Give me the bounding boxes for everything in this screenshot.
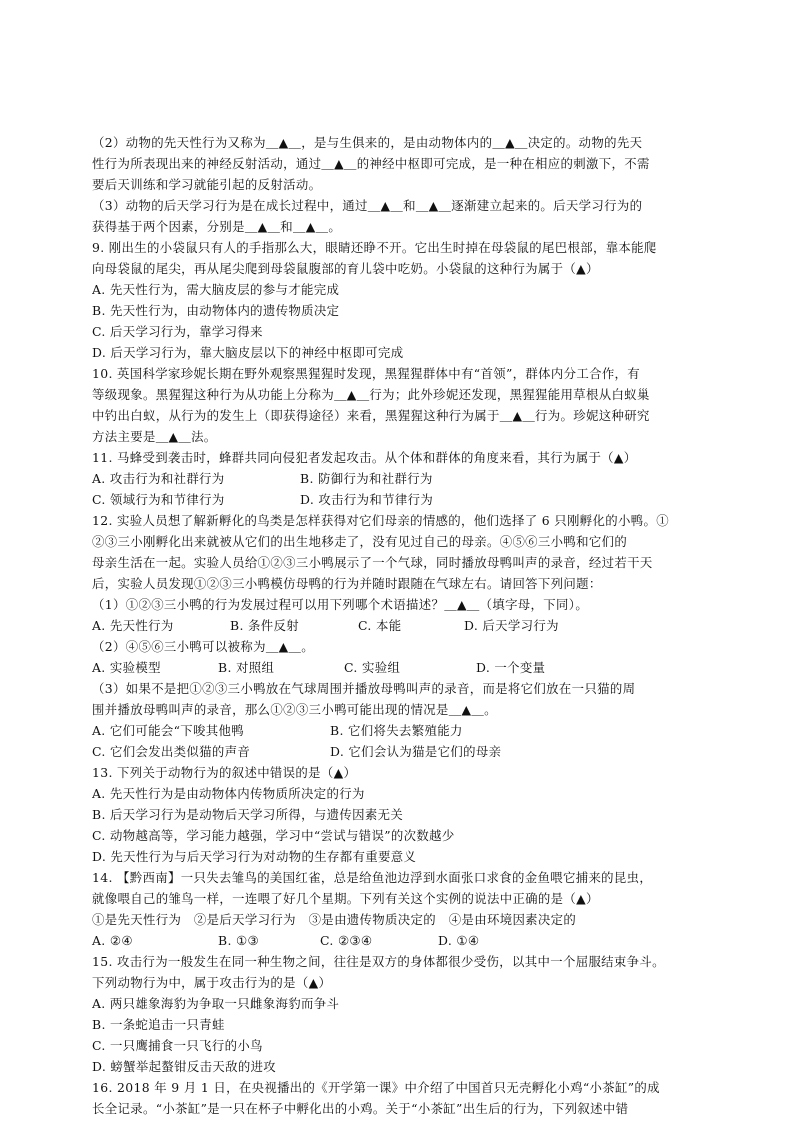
q15-stem-line1: 15. 攻击行为一般发生在同一种生物之间，往往是双方的身体都很少受伤，以其中一个屈服结束争斗。: [92, 954, 665, 969]
q10-line4: 方法主要是＿▲＿法。: [92, 429, 217, 444]
q12-3-option-a: A. 它们可能会“下唆其他鸭: [92, 723, 244, 738]
q14-option-d: D. ①④: [438, 933, 480, 948]
q14-option-c: C. ②③④: [320, 933, 373, 948]
q12-3-option-b: B. 它们将失去繁殖能力: [330, 723, 463, 738]
q14-option-a: A. ②④: [92, 933, 133, 948]
q8-3-line2: 获得基于两个因素，分别是＿▲＿和＿▲＿。: [92, 219, 342, 234]
q10-line3: 中钓出白蚁，从行为的发生上（即获得途径）来看，黑猩猩这种行为属于＿▲＿行为。珍妮这种研究: [92, 408, 650, 423]
q8-2-line1: （2）动物的先天性行为又称为＿▲＿，是与生俱来的，是由动物体内的＿▲＿决定的。动物的先天: [92, 135, 643, 150]
q9-option-a: A. 先天性行为，需大脑皮层的参与才能完成: [92, 282, 340, 297]
q9-stem-line2: 向母袋鼠的尾尖，再从尾尖爬到母袋鼠腹部的育儿袋中吃奶。小袋鼠的这种行为属于（▲）: [92, 261, 599, 276]
q12-3-option-c: C. 它们会发出类似猫的声音: [92, 744, 251, 759]
q11-option-c: C. 领域行为和节律行为: [92, 492, 225, 507]
q15-option-d: D. 螃蟹举起螯钳反击天敌的进攻: [92, 1059, 277, 1074]
q12-2-option-c: C. 实验组: [344, 660, 401, 675]
q13-option-d: D. 先天性行为与后天学习行为对动物的生存都有重要意义: [92, 849, 417, 864]
q15-option-c: C. 一只鹰捕食一只飞行的小鸟: [92, 1038, 263, 1053]
q12-stem-line4: 后，实验人员发现①②③三小鸭模仿母鸭的行为并随时跟随在气球左右。请回答下列问题：: [92, 576, 602, 591]
q16-stem-line1: 16. 2018 年 9 月 1 日，在央视播出的《开学第一课》中介绍了中国首只无壳孵化小鸡“小茶缸”的成: [92, 1080, 660, 1095]
q12-1-option-d: D. 后天学习行为: [464, 618, 559, 633]
q8-3-line1: （3）动物的后天学习行为是在成长过程中，通过＿▲＿和＿▲＿逐渐建立起来的。后天学习行为的: [92, 198, 643, 213]
q12-2-option-a: A. 实验模型: [92, 660, 161, 675]
q12-1-stem: （1）①②③三小鸭的行为发展过程可以用下列哪个术语描述？＿▲＿（填字母，下同）。: [92, 597, 589, 612]
q16-stem-line2: 长全记录。“小茶缸”是一只在杯子中孵化出的小鸡。关于“小茶缸”出生后的行为，下列叙述中错: [92, 1101, 629, 1116]
q8-2-line3: 要后天训练和学习就能引起的反射活动。: [92, 177, 322, 192]
q12-3-option-d: D. 它们会认为猫是它们的母亲: [330, 744, 502, 759]
q12-2-option-b: B. 对照组: [218, 660, 275, 675]
q12-2-stem: （2）④⑤⑥三小鸭可以被称为＿▲＿。: [92, 639, 314, 654]
q11-stem: 11. 马蜂受到袭击时，蜂群共同向侵犯者发起攻击。从个体和群体的角度来看，其行为属于（▲）: [92, 450, 637, 465]
q14-stem-line2: 就像喂自己的雏鸟一样，一连喂了好几个星期。下列有关这个实例的说法中正确的是（▲）: [92, 891, 599, 906]
q12-1-option-c: C. 本能: [358, 618, 402, 633]
q13-stem: 13. 下列关于动物行为的叙述中错误的是（▲）: [92, 765, 357, 780]
q12-1-option-b: B. 条件反射: [230, 618, 299, 633]
q12-3-stem-line1: （3）如果不是把①②③三小鸭放在气球周围并播放母鸭叫声的录音，而是将它们放在一只猫的周: [92, 681, 636, 696]
q9-stem-line1: 9. 刚出生的小袋鼠只有人的手指那么大，眼睛还睁不开。它出生时掉在母袋鼠的尾巴根部，靠本能爬: [92, 240, 657, 255]
q12-1-option-a: A. 先天性行为: [92, 618, 174, 633]
q12-3-stem-line2: 围并播放母鸭叫声的录音，那么①②③三小鸭可能出现的情况是＿▲＿。: [92, 702, 497, 717]
q11-option-a: A. 攻击行为和社群行为: [92, 471, 225, 486]
q14-statements: ①是先天性行为 ②是后天学习行为 ③是由遗传物质决定的 ④是由环境因素决定的: [92, 912, 577, 927]
q12-stem-line1: 12. 实验人员想了解新孵化的鸟类是怎样获得对它们母亲的情感的，他们选择了 6 只刚孵化的小鸭。①: [92, 513, 669, 528]
q10-line1: 10. 英国科学家珍妮长期在野外观察黑猩猩时发现，黑猩猩群体中有“首领”，群体内分工合作，有: [92, 366, 641, 381]
q9-option-b: B. 先天性行为，由动物体内的遗传物质决定: [92, 303, 340, 318]
q13-option-b: B. 后天学习行为是动物后天学习所得，与遗传因素无关: [92, 807, 404, 822]
q10-line2: 等级现象。黑猩猩这种行为从功能上分称为＿▲＿行为；此外珍妮还发现，黑猩猩能用草根从白蚁巢: [92, 387, 650, 402]
q12-2-option-d: D. 一个变量: [476, 660, 546, 675]
q11-option-d: D. 攻击行为和节律行为: [300, 492, 434, 507]
q9-option-d: D. 后天学习行为，靠大脑皮层以下的神经中枢即可完成: [92, 345, 404, 360]
q15-option-b: B. 一条蛇追击一只青蛙: [92, 1017, 225, 1032]
q12-stem-line2: ②③三小刚孵化出来就被从它们的出生地移走了，没有见过自己的母亲。④⑤⑥三小鸭和它们的: [92, 534, 628, 549]
q11-option-b: B. 防御行为和社群行为: [300, 471, 433, 486]
q13-option-a: A. 先天性行为是由动物体内传物质所决定的行为: [92, 786, 365, 801]
q15-stem-line2: 下列动物行为中，属于攻击行为的是（▲）: [92, 975, 332, 990]
q13-option-c: C. 动物越高等，学习能力越强，学习中“尝试与错误”的次数越少: [92, 828, 455, 843]
q9-option-c: C. 后天学习行为，靠学习得来: [92, 324, 263, 339]
q12-stem-line3: 母亲生活在一起。实验人员给①②③三小鸭展示了一个气球，同时播放母鸭叫声的录音，经过若干天: [92, 555, 653, 570]
q15-option-a: A. 两只雄象海豹为争取一只雌象海豹而争斗: [92, 996, 340, 1011]
q14-option-b: B. ①③: [218, 933, 259, 948]
q8-2-line2: 性行为所表现出来的神经反射活动，通过＿▲＿的神经中枢即可完成，是一种在相应的刺激下，不需: [92, 156, 650, 171]
q14-stem-line1: 14. 【黔西南】一只失去雏鸟的美国红雀，总是给鱼池边浮到水面张口求食的金鱼喂它捕来的昆虫，: [92, 870, 653, 885]
